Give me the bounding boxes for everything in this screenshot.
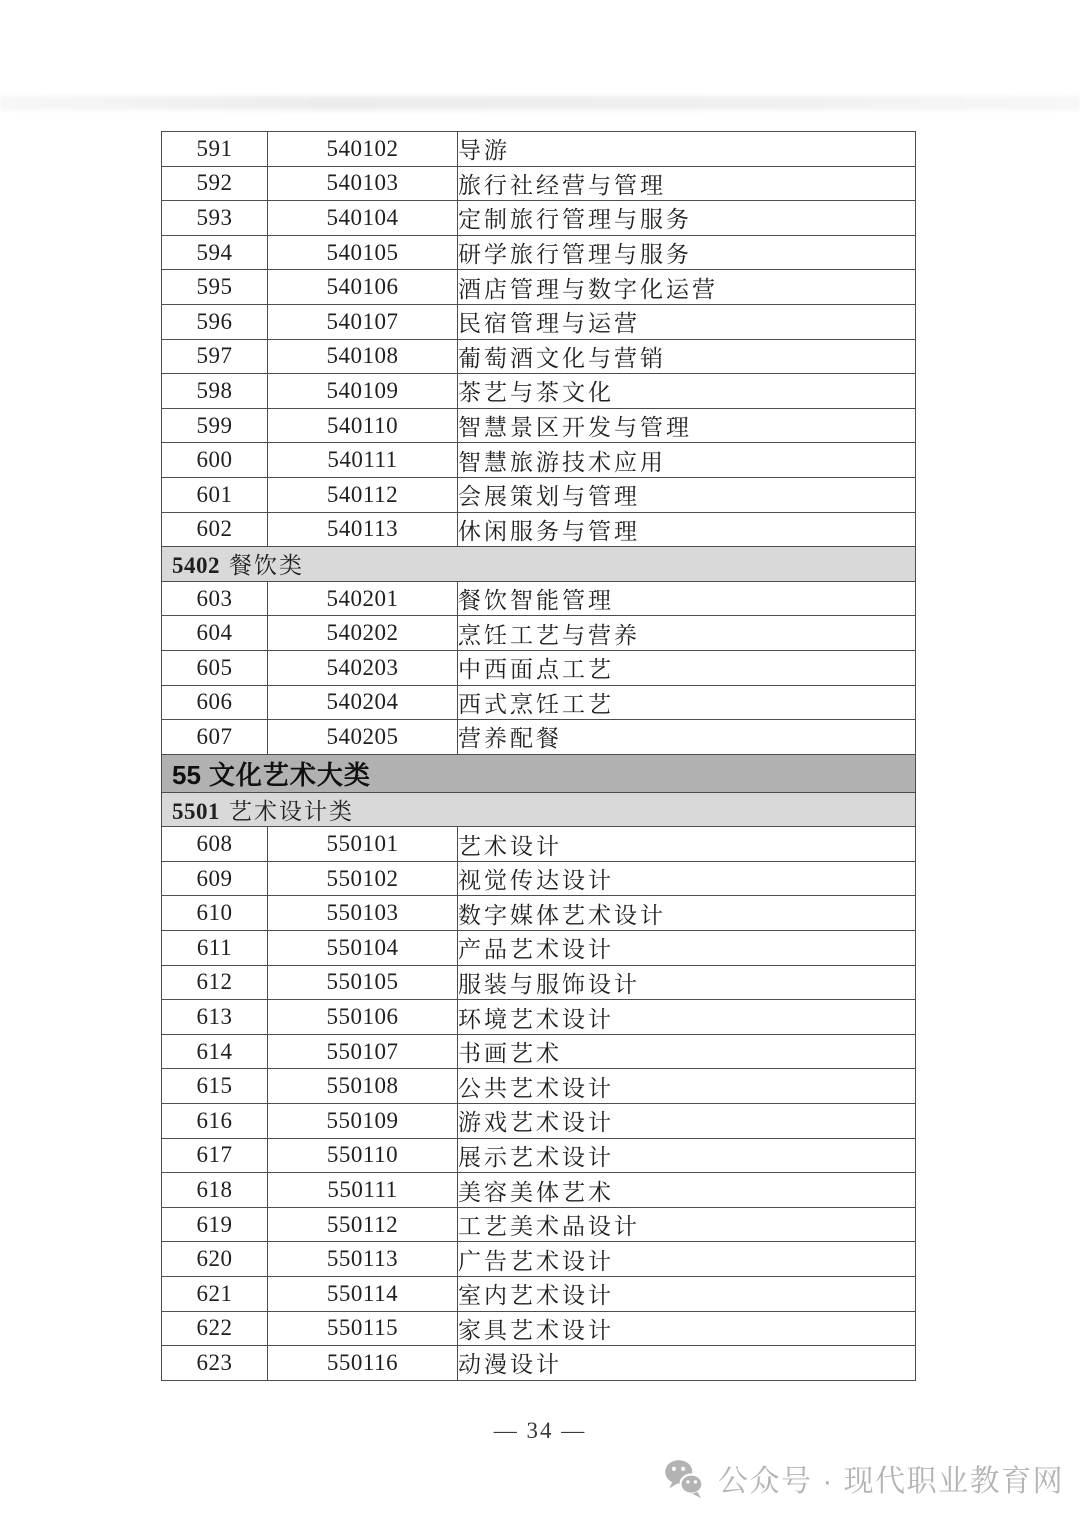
table-row [162,1000,916,1035]
major-name-cell: 数字媒体艺术设计 [458,896,916,931]
subcategory-header-row [162,792,916,827]
category-header-cell [162,754,916,792]
major-name-cell: 室内艺术设计 [458,1277,916,1312]
row-number-cell: 602 [162,512,268,547]
major-code-cell: 540102 [268,132,458,167]
major-name-cell: 会展策划与管理 [458,477,916,512]
major-code-cell: 550111 [268,1173,458,1208]
table-row [162,896,916,931]
major-name-cell: 酒店管理与数字化运营 [458,270,916,305]
major-name-cell: 导游 [458,132,916,167]
major-name-cell: 美容美体艺术 [458,1173,916,1208]
major-name-cell: 广告艺术设计 [458,1242,916,1277]
major-name-cell: 旅行社经营与管理 [458,166,916,201]
major-name-cell: 智慧旅游技术应用 [458,443,916,478]
wechat-watermark [663,1456,1064,1500]
major-name-cell: 游戏艺术设计 [458,1104,916,1139]
row-number-cell: 615 [162,1069,268,1104]
table-row [162,1207,916,1242]
major-code-cell: 550102 [268,861,458,896]
major-name-cell: 工艺美术品设计 [458,1207,916,1242]
row-number-cell: 608 [162,827,268,862]
row-number-cell: 598 [162,374,268,409]
major-code-cell: 550109 [268,1104,458,1139]
major-code-cell: 540204 [268,685,458,720]
row-number-cell: 595 [162,270,268,305]
table-row [162,132,916,167]
major-code-cell: 550105 [268,965,458,1000]
major-code-cell: 540109 [268,374,458,409]
scan-artifact [0,96,1080,110]
row-number-cell: 613 [162,1000,268,1035]
major-code-table [161,131,916,1381]
table-row [162,477,916,512]
row-number-cell: 611 [162,931,268,966]
major-name-cell: 西式烹饪工艺 [458,685,916,720]
table-row [162,720,916,755]
table-row [162,965,916,1000]
row-number-cell: 591 [162,132,268,167]
major-code-cell: 550101 [268,827,458,862]
major-code-table-body [162,132,916,1381]
table-row [162,581,916,616]
table-row [162,931,916,966]
table-row [162,270,916,305]
row-number-cell: 603 [162,581,268,616]
row-number-cell: 614 [162,1034,268,1069]
major-code-cell: 550104 [268,931,458,966]
table-row [162,235,916,270]
major-code-cell: 540201 [268,581,458,616]
major-name-cell: 环境艺术设计 [458,1000,916,1035]
table-row [162,616,916,651]
major-code-cell: 550116 [268,1346,458,1381]
table-row [162,1277,916,1312]
row-number-cell: 616 [162,1104,268,1139]
major-name-cell: 研学旅行管理与服务 [458,235,916,270]
major-code-cell: 540104 [268,201,458,236]
major-code-cell: 550108 [268,1069,458,1104]
major-name-cell: 烹饪工艺与营养 [458,616,916,651]
major-code-cell: 550107 [268,1034,458,1069]
major-name-cell: 公共艺术设计 [458,1069,916,1104]
section-code: 5402 [172,553,220,579]
row-number-cell: 612 [162,965,268,1000]
row-number-cell: 621 [162,1277,268,1312]
table-row [162,827,916,862]
row-number-cell: 622 [162,1311,268,1346]
table-row [162,339,916,374]
table-row [162,1346,916,1381]
major-name-cell: 视觉传达设计 [458,861,916,896]
major-code-cell: 550113 [268,1242,458,1277]
row-number-cell: 601 [162,477,268,512]
major-code-cell: 540103 [268,166,458,201]
table-row [162,443,916,478]
row-number-cell: 604 [162,616,268,651]
major-code-cell: 550115 [268,1311,458,1346]
major-name-cell: 展示艺术设计 [458,1138,916,1173]
major-code-cell: 540205 [268,720,458,755]
major-code-cell: 540203 [268,650,458,685]
table-row [162,1311,916,1346]
major-name-cell: 茶艺与茶文化 [458,374,916,409]
major-name-cell: 书画艺术 [458,1034,916,1069]
table-row [162,1242,916,1277]
section-code: 55 [172,759,201,790]
row-number-cell: 600 [162,443,268,478]
section-label: 文化艺术大类 [208,759,371,790]
table-row [162,1034,916,1069]
row-number-cell: 623 [162,1346,268,1381]
major-name-cell: 中西面点工艺 [458,650,916,685]
row-number-cell: 592 [162,166,268,201]
major-name-cell: 餐饮智能管理 [458,581,916,616]
page-number: — 34 — [493,1418,587,1443]
table-row [162,1104,916,1139]
major-name-cell: 家具艺术设计 [458,1311,916,1346]
major-code-cell: 540110 [268,408,458,443]
subcategory-header-cell [162,792,916,827]
table-row [162,408,916,443]
row-number-cell: 606 [162,685,268,720]
major-code-cell: 540105 [268,235,458,270]
major-name-cell: 定制旅行管理与服务 [458,201,916,236]
major-code-cell: 550112 [268,1207,458,1242]
row-number-cell: 610 [162,896,268,931]
major-name-cell: 休闲服务与管理 [458,512,916,547]
row-number-cell: 609 [162,861,268,896]
major-name-cell: 营养配餐 [458,720,916,755]
table-row [162,512,916,547]
major-name-cell: 艺术设计 [458,827,916,862]
category-header-row [162,754,916,792]
row-number-cell: 593 [162,201,268,236]
section-code: 5501 [172,798,220,824]
major-name-cell: 动漫设计 [458,1346,916,1381]
major-code-cell: 540106 [268,270,458,305]
major-name-cell: 葡萄酒文化与营销 [458,339,916,374]
wechat-icon [663,1457,705,1499]
major-code-cell: 550110 [268,1138,458,1173]
table-row [162,685,916,720]
watermark-text: 公众号 · 现代职业教育网 [718,1465,1065,1498]
table-row [162,1173,916,1208]
table-row [162,304,916,339]
row-number-cell: 607 [162,720,268,755]
table-row [162,650,916,685]
major-name-cell: 民宿管理与运营 [458,304,916,339]
section-label: 餐饮类 [229,553,304,579]
major-code-cell: 540112 [268,477,458,512]
row-number-cell: 618 [162,1173,268,1208]
table-row [162,374,916,409]
row-number-cell: 617 [162,1138,268,1173]
major-code-cell: 540107 [268,304,458,339]
major-code-cell: 540202 [268,616,458,651]
row-number-cell: 599 [162,408,268,443]
major-code-cell: 550103 [268,896,458,931]
row-number-cell: 594 [162,235,268,270]
table-row [162,1069,916,1104]
row-number-cell: 597 [162,339,268,374]
major-code-cell: 550106 [268,1000,458,1035]
major-code-cell: 540111 [268,443,458,478]
table-row [162,861,916,896]
section-label: 艺术设计类 [229,798,354,824]
table-row [162,166,916,201]
major-name-cell: 产品艺术设计 [458,931,916,966]
row-number-cell: 596 [162,304,268,339]
subcategory-header-row [162,547,916,582]
major-name-cell: 服装与服饰设计 [458,965,916,1000]
major-code-cell: 540108 [268,339,458,374]
table-row [162,1138,916,1173]
major-name-cell: 智慧景区开发与管理 [458,408,916,443]
major-code-cell: 550114 [268,1277,458,1312]
subcategory-header-cell [162,547,916,582]
row-number-cell: 620 [162,1242,268,1277]
row-number-cell: 619 [162,1207,268,1242]
row-number-cell: 605 [162,650,268,685]
major-code-cell: 540113 [268,512,458,547]
table-row [162,201,916,236]
